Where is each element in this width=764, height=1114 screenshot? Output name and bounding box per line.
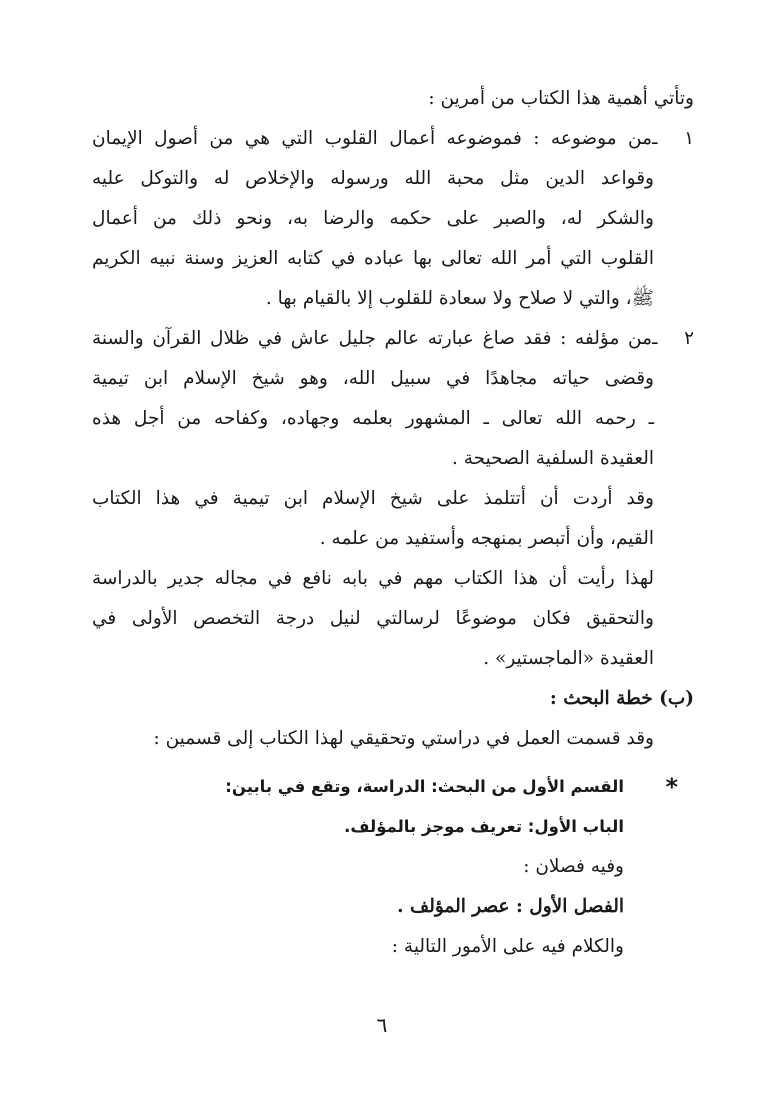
item-number-1: ١ ـ [652, 128, 694, 149]
part-one-heading: القسم الأول من البحث: الدراسة، وتقع في بابين: [225, 777, 624, 796]
paragraph-2-line-1: وقد أردت أن أتتلمذ على شيخ الإسلام ابن تيمية في هذا الكتاب [92, 488, 654, 509]
paragraph-3-line-1: لهذا رأيت أن هذا الكتاب مهم في بابه نافع في مجاله جدير بالدراسة [92, 568, 654, 589]
section-one-heading: الفصل الأول : عصر المؤلف . [397, 896, 624, 917]
intro-line: وتأتي أهمية هذا الكتاب من أمرين : [428, 88, 694, 109]
item-2-text: من مؤلفه : فقد صاغ عبارته عالم جليل عاش في ظلال القرآن والسنة [92, 328, 652, 349]
star-bullet: * [665, 773, 678, 801]
paragraph-2-line-2: القيم، وأن أتبصر بمنهجه وأستفيد من علمه . [319, 528, 654, 549]
section-one-intro: والكلام فيه على الأمور التالية : [391, 936, 624, 957]
item-1-text: من موضوعه : فموضوعه أعمال القلوب التي هي من أصول الإيمان [92, 128, 652, 149]
item-1-line-5: ﷺ، والتي لا صلاح ولا سعادة للقلوب إلا بالقيام بها . [265, 288, 654, 309]
item-1-line-2: وقواعد الدين مثل محبة الله ورسوله والإخلاص له والتوكل عليه [92, 168, 654, 189]
chapter-sections-intro: وفيه فصلان : [523, 856, 624, 877]
item-1-line-1 [92, 124, 694, 154]
paragraph-3-line-3: العقيدة «الماجستير» . [483, 648, 654, 669]
section-heading: (ب) خطة البحث : [549, 688, 694, 709]
division-intro: وقد قسمت العمل في دراستي وتحقيقي لهذا الكتاب إلى قسمين : [153, 728, 654, 749]
paragraph-3-line-2: والتحقيق فكان موضوعًا لرسالتي لنيل درجة التخصص الأولى في [92, 608, 654, 629]
page-number: ٦ [376, 1013, 388, 1037]
chapter-one-heading: الباب الأول: تعريف موجز بالمؤلف. [344, 817, 624, 836]
item-1-line-4: القلوب التي أمر الله تعالى بها عباده في كتابه العزيز وسنة نبيه الكريم [92, 248, 654, 269]
item-number-2: ٢ ـ [652, 328, 694, 349]
item-2-line-3: ـ رحمه الله تعالى ـ المشهور بعلمه وجهاده، وكفاحه من أجل هذه [92, 408, 654, 429]
item-1-line-3: والشكر له، والصبر على حكمه والرضا به، ونحو ذلك من أعمال [92, 208, 654, 229]
item-2-line-1 [92, 324, 694, 354]
item-2-line-2: وقضى حياته مجاهدًا في سبيل الله، وهو شيخ الإسلام ابن تيمية [92, 368, 654, 389]
item-2-line-4: العقيدة السلفية الصحيحة . [451, 448, 654, 469]
